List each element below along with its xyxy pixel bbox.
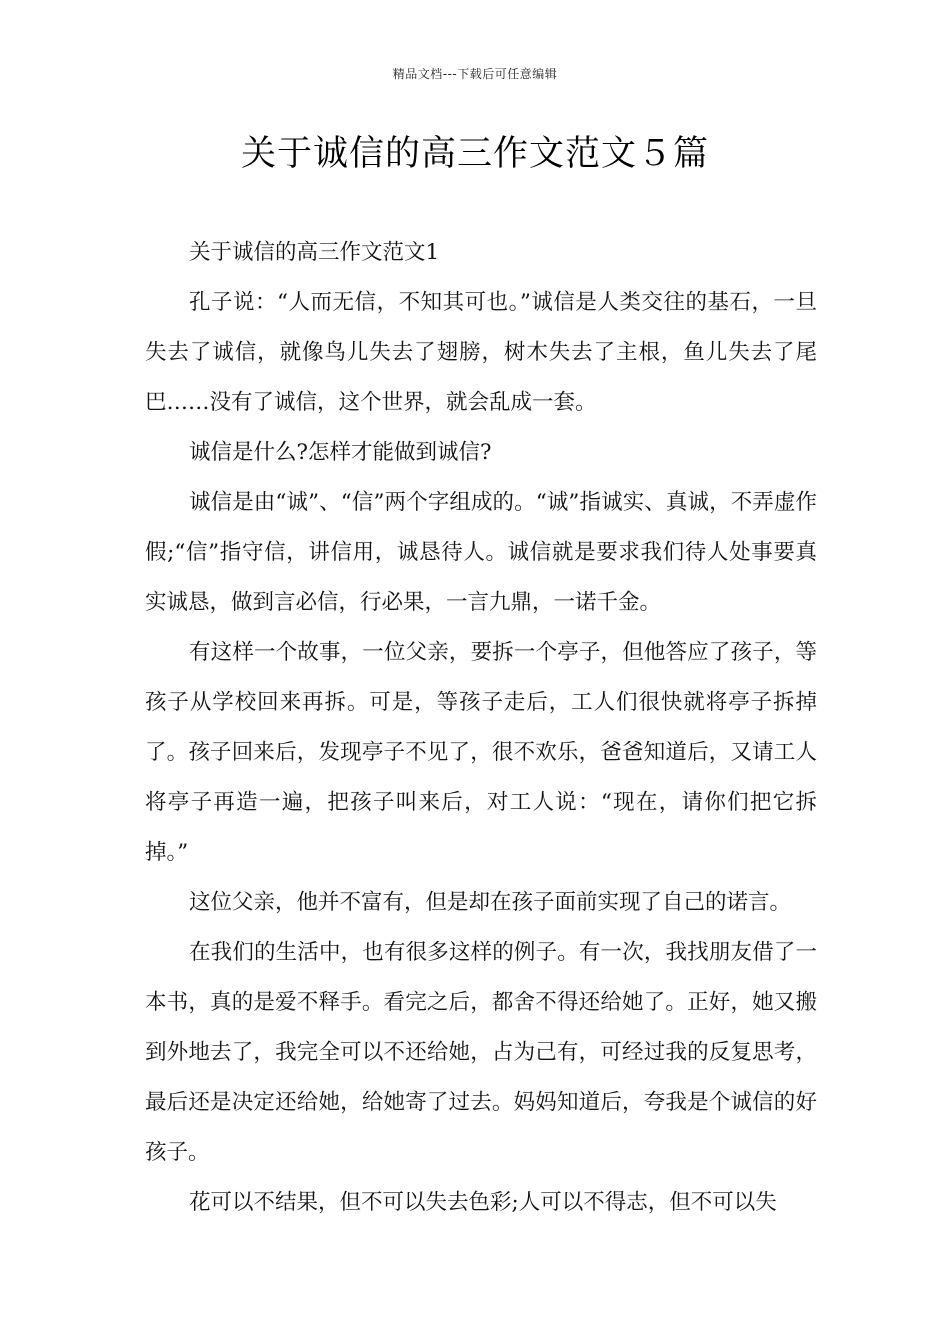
document-body <box>145 228 817 1228</box>
header-note: 精品文档---下载后可任意编辑 <box>392 67 558 81</box>
paragraph: 在我们的生活中，也有很多这样的例子。有一次，我找朋友借了一本书，真的是爱不释手。看完之后，都舍不得还给她了。正好，她又搬到外地去了，我完全可以不还给她，占为己有，可经过我的反复思考，最后还是决定还给她，给她寄了过去。妈妈知道后，夸我是个诚信的好孩子。 <box>145 940 817 1165</box>
paragraph: 诚信是什么?怎样才能做到诚信? <box>189 440 492 465</box>
paragraph: 诚信是由“诚”、“信”两个字组成的。“诚”指诚实、真诚，不弄虚作假;“信”指守信，讲信用，诚恳待人。诚信就是要求我们待人处事要真实诚恳，做到言必信，行必果，一言九鼎，一诺千金。 <box>145 490 817 615</box>
paragraph: 这位父亲，他并不富有，但是却在孩子面前实现了自己的诺言。 <box>189 890 792 915</box>
paragraph: 花可以不结果，但不可以失去色彩;人可以不得志，但不可以失 <box>189 1190 777 1215</box>
paragraph: 孔子说：“人而无信，不知其可也。”诚信是人类交往的基石，一旦失去了诚信，就像鸟儿失去了翅膀，树木失去了主根，鱼儿失去了尾巴……没有了诚信，这个世界，就会乱成一套。 <box>145 290 817 415</box>
paragraph-subtitle: 关于诚信的高三作文范文1 <box>189 240 440 265</box>
paragraph: 有这样一个故事，一位父亲，要拆一个亭子，但他答应了孩子，等孩子从学校回来再拆。可是，等孩子走后，工人们很快就将亭子拆掉了。孩子回来后，发现亭子不见了，很不欢乐，爸爸知道后，又请工人将亭子再造一遍，把孩子叫来后，对工人说：“现在，请你们把它拆掉。” <box>145 640 817 865</box>
document-title: 关于诚信的高三作文范文５篇 <box>240 134 709 174</box>
